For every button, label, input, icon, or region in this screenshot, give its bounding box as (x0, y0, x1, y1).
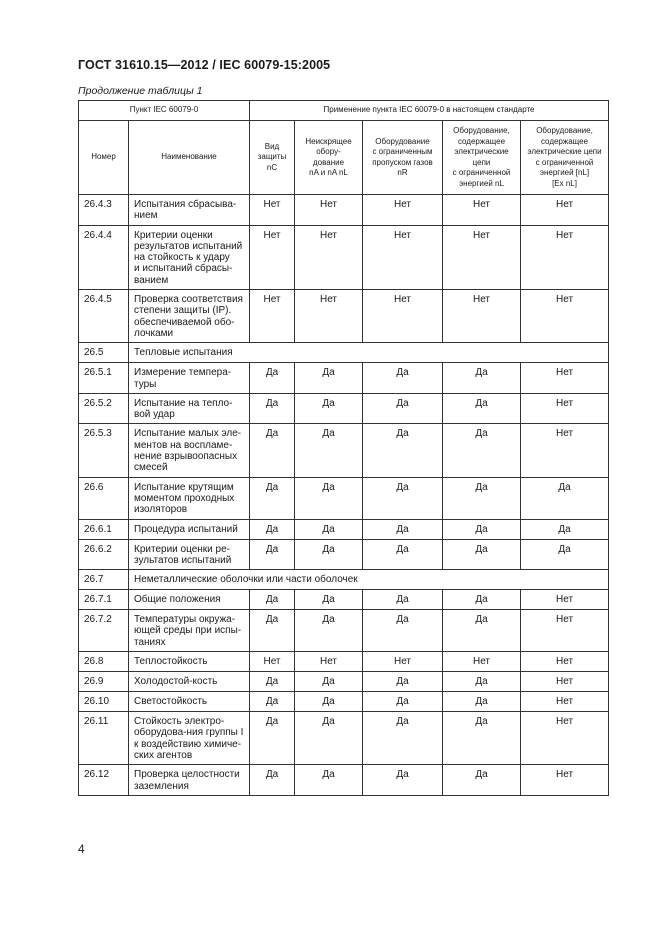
clause-number: 26.6.2 (79, 539, 129, 570)
value-na-nl: Нет (295, 290, 363, 343)
value-ex-nl: Нет (521, 712, 609, 765)
table-row (79, 652, 609, 672)
clause-name: Испытание крутящим моментом проходных изоляторов (129, 477, 250, 519)
page-number: 4 (78, 842, 85, 856)
clause-number: 26.5.1 (79, 363, 129, 394)
value-nl: Да (443, 692, 521, 712)
table-row (79, 393, 609, 424)
value-na-nl: Нет (295, 225, 363, 289)
value-nc: Да (250, 610, 295, 652)
value-nc: Да (250, 477, 295, 519)
value-nl: Да (443, 590, 521, 610)
section-heading: Тепловые испытания (129, 343, 609, 363)
value-nc: Да (250, 393, 295, 424)
clause-name: Холодостой-кость (129, 672, 250, 692)
clause-name: Испытание малых эле- ментов на воспламе- нение взрывоопасных смесей (129, 424, 250, 477)
clause-number: 26.11 (79, 712, 129, 765)
value-nl: Нет (443, 290, 521, 343)
value-nc: Да (250, 672, 295, 692)
value-nl: Нет (443, 652, 521, 672)
value-nl: Да (443, 539, 521, 570)
value-nc: Да (250, 539, 295, 570)
clause-number: 26.6 (79, 477, 129, 519)
value-nl: Да (443, 765, 521, 796)
clause-name: Измерение темпера- туры (129, 363, 250, 394)
value-ex-nl: Да (521, 539, 609, 570)
header-energy-limited-ex-nl: Оборудование, содержащее электрические цепи с ограниченной энергией [nL] [Ex nL] (521, 121, 609, 195)
table-caption: Продолжение таблицы 1 (78, 85, 203, 97)
value-na-nl: Да (295, 590, 363, 610)
value-nc: Да (250, 590, 295, 610)
value-nr: Да (363, 672, 443, 692)
header-energy-limited-nl: Оборудование, содержащее электрические цепи с ограниченной энергией nL (443, 121, 521, 195)
value-na-nl: Да (295, 692, 363, 712)
table-row (79, 539, 609, 570)
clause-name: Проверка целостности заземления (129, 765, 250, 796)
clause-number: 26.7.2 (79, 610, 129, 652)
value-ex-nl: Нет (521, 393, 609, 424)
value-na-nl: Да (295, 672, 363, 692)
value-nr: Да (363, 393, 443, 424)
clause-name: Общие положения (129, 590, 250, 610)
clause-number: 26.9 (79, 672, 129, 692)
value-ex-nl: Да (521, 477, 609, 519)
value-nr: Да (363, 363, 443, 394)
value-na-nl: Нет (295, 652, 363, 672)
clause-name: Стойкость электро- оборудова-ния группы I к воздействию химиче- ских агентов (129, 712, 250, 765)
table-row (79, 290, 609, 343)
value-nl: Да (443, 519, 521, 539)
value-nr: Да (363, 692, 443, 712)
value-na-nl: Да (295, 610, 363, 652)
value-nr: Да (363, 477, 443, 519)
value-ex-nl: Нет (521, 195, 609, 226)
clause-number: 26.10 (79, 692, 129, 712)
value-nc: Нет (250, 652, 295, 672)
value-nc: Да (250, 692, 295, 712)
value-nl: Нет (443, 195, 521, 226)
value-nr: Да (363, 424, 443, 477)
value-nc: Нет (250, 195, 295, 226)
table-row (79, 363, 609, 394)
table-row (79, 570, 609, 590)
clause-number: 26.5.2 (79, 393, 129, 424)
value-ex-nl: Нет (521, 765, 609, 796)
value-nr: Да (363, 519, 443, 539)
value-nr: Да (363, 712, 443, 765)
clause-number: 26.7.1 (79, 590, 129, 610)
clause-number: 26.6.1 (79, 519, 129, 539)
table-row (79, 765, 609, 796)
header-name: Наименование (129, 121, 250, 195)
value-nl: Нет (443, 225, 521, 289)
header-group-iec-clause: Пункт IEC 60079-0 (79, 101, 250, 121)
clause-name: Проверка соответствия степени защиты (IP). обеспечиваемой обо- лочками (129, 290, 250, 343)
value-nl: Да (443, 424, 521, 477)
header-protection-nc: Вид защиты nC (250, 121, 295, 195)
value-ex-nl: Нет (521, 225, 609, 289)
table-row (79, 343, 609, 363)
clause-name: Испытание на тепло- вой удар (129, 393, 250, 424)
clause-name: Светостойкость (129, 692, 250, 712)
header-group-application: Применение пункта IEC 60079-0 в настоящем стандарте (250, 101, 609, 121)
clause-number: 26.5.3 (79, 424, 129, 477)
table-row (79, 672, 609, 692)
clause-number: 26.4.3 (79, 195, 129, 226)
clause-number: 26.7 (79, 570, 129, 590)
section-heading: Неметаллические оболочки или части оболочек (129, 570, 609, 590)
value-nl: Да (443, 393, 521, 424)
value-na-nl: Да (295, 539, 363, 570)
value-ex-nl: Нет (521, 652, 609, 672)
table-row (79, 692, 609, 712)
value-ex-nl: Нет (521, 424, 609, 477)
value-nr: Нет (363, 652, 443, 672)
header-number: Номер (79, 121, 129, 195)
clause-number: 26.4.4 (79, 225, 129, 289)
value-nl: Да (443, 610, 521, 652)
value-nr: Нет (363, 195, 443, 226)
value-nc: Нет (250, 225, 295, 289)
value-na-nl: Да (295, 393, 363, 424)
table-row (79, 225, 609, 289)
value-nl: Да (443, 672, 521, 692)
table-row (79, 590, 609, 610)
value-ex-nl: Да (521, 519, 609, 539)
clause-number: 26.5 (79, 343, 129, 363)
clause-name: Критерии оценки ре- зультатов испытаний (129, 539, 250, 570)
value-nr: Да (363, 590, 443, 610)
table-row (79, 195, 609, 226)
value-ex-nl: Нет (521, 590, 609, 610)
clause-name: Испытания сбрасыва- нием (129, 195, 250, 226)
clause-name: Теплостойкость (129, 652, 250, 672)
value-na-nl: Да (295, 363, 363, 394)
value-ex-nl: Нет (521, 672, 609, 692)
table-row (79, 477, 609, 519)
value-na-nl: Да (295, 477, 363, 519)
value-ex-nl: Нет (521, 290, 609, 343)
clause-number: 26.4.5 (79, 290, 129, 343)
value-na-nl: Нет (295, 195, 363, 226)
header-non-sparking-na-nl: Неискрящее обору- дование nA и nA nL (295, 121, 363, 195)
value-nl: Да (443, 477, 521, 519)
table-row (79, 610, 609, 652)
value-nc: Да (250, 363, 295, 394)
clause-number: 26.8 (79, 652, 129, 672)
clause-application-table (78, 100, 609, 796)
document-title: ГОСТ 31610.15—2012 / IEC 60079-15:2005 (78, 58, 331, 72)
value-na-nl: Да (295, 765, 363, 796)
value-nr: Да (363, 610, 443, 652)
value-ex-nl: Нет (521, 692, 609, 712)
value-nl: Да (443, 712, 521, 765)
table-row (79, 712, 609, 765)
value-nr: Да (363, 539, 443, 570)
value-nc: Да (250, 424, 295, 477)
table-row (79, 424, 609, 477)
value-nc: Да (250, 519, 295, 539)
header-restricted-breathing-nr: Оборудование с ограниченным пропуском газов nR (363, 121, 443, 195)
value-na-nl: Да (295, 424, 363, 477)
value-na-nl: Да (295, 712, 363, 765)
value-nc: Да (250, 765, 295, 796)
clause-name: Критерии оценки результатов испытаний на стойкость к удару и испытаний сбрасы- ванием (129, 225, 250, 289)
table-row (79, 519, 609, 539)
value-na-nl: Да (295, 519, 363, 539)
clause-number: 26.12 (79, 765, 129, 796)
value-nl: Да (443, 363, 521, 394)
value-nr: Нет (363, 225, 443, 289)
value-nc: Нет (250, 290, 295, 343)
value-ex-nl: Нет (521, 363, 609, 394)
value-ex-nl: Нет (521, 610, 609, 652)
clause-name: Температуры окружа- ющей среды при испы- таниях (129, 610, 250, 652)
clause-name: Процедура испытаний (129, 519, 250, 539)
value-nc: Да (250, 712, 295, 765)
value-nr: Да (363, 765, 443, 796)
value-nr: Нет (363, 290, 443, 343)
